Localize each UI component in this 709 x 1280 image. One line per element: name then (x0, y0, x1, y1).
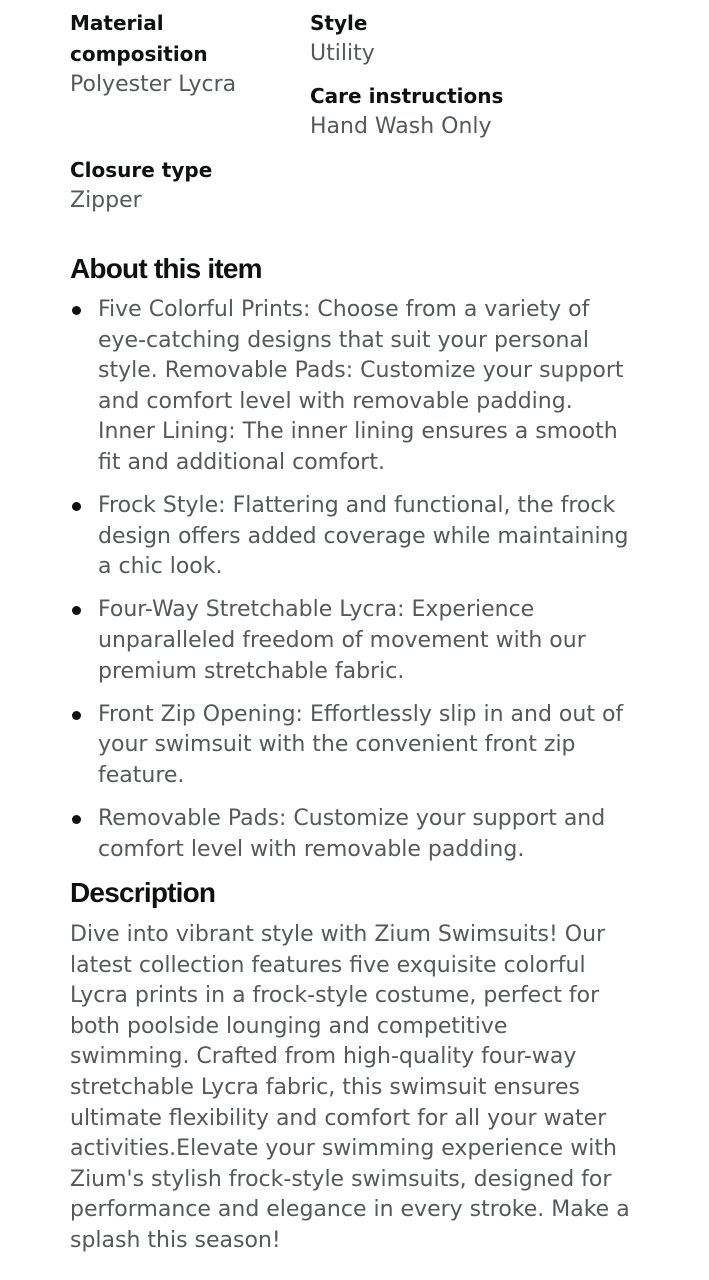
attribute-material-value: Polyester Lycra (70, 72, 237, 97)
about-bullet (70, 804, 630, 865)
attribute-closure-value: Zipper (70, 188, 142, 213)
attribute-style-label: Style (310, 11, 368, 35)
attribute-care (310, 81, 540, 142)
about-bullet-text: Four-Way Stretchable Lycra: Experience unparalleled freedom of movement with our premium stretchable fabric. (98, 597, 586, 684)
attribute-material (70, 8, 300, 100)
about-bullet (70, 595, 630, 687)
attribute-closure-label: Closure type (70, 158, 213, 182)
bullet-dot-icon (72, 502, 81, 511)
attribute-closure (70, 155, 300, 216)
bullet-dot-icon (72, 711, 81, 720)
description-text: Dive into vibrant style with Zium Swimsuits! Our latest collection features five exquisite colorful Lycra prints in a frock-style costume, perfect for both poolside lounging and competitive swimming. Crafted from high-quality four-way stretchable Lycra fabric, this swimsuit ensures ultimate flexibility and comfort for all your water activities.Elevate your swimming experience with Zium's stylish frock-style swimsuits, designed for performance and elegance in every stroke. Make a splash this season! (70, 922, 630, 1253)
description-heading: Description (70, 877, 216, 908)
about-bullet-text: Removable Pads: Customize your support and comfort level with removable padding. (98, 805, 606, 862)
about-bullet (70, 491, 630, 583)
about-bullet-text: Front Zip Opening: Effortlessly slip in and out of your swimsuit with the convenient front zip feature. (98, 701, 624, 788)
about-bullet (70, 700, 630, 792)
attribute-style-value: Utility (310, 41, 375, 66)
attribute-care-value: Hand Wash Only (310, 114, 492, 139)
about-bullet-text: Five Colorful Prints: Choose from a variety of eye-catching designs that suit your personal style. Removable Pads: Customize your support and comfort level with removable padding. Inner Lining: The inner lining ensures a smooth fit and additional comfort. (98, 297, 624, 475)
about-bullet-list (70, 295, 630, 878)
attribute-care-label: Care instructions (310, 84, 504, 108)
about-heading: About this item (70, 253, 262, 284)
attribute-material-label: Material composition (70, 11, 208, 66)
about-bullet-text: Frock Style: Flattering and functional, the frock design offers added coverage while maintaining a chic look. (98, 493, 629, 580)
bullet-dot-icon (72, 306, 81, 315)
bullet-dot-icon (72, 815, 81, 824)
bullet-dot-icon (72, 606, 81, 615)
attribute-style (310, 8, 540, 69)
about-bullet (70, 295, 630, 479)
